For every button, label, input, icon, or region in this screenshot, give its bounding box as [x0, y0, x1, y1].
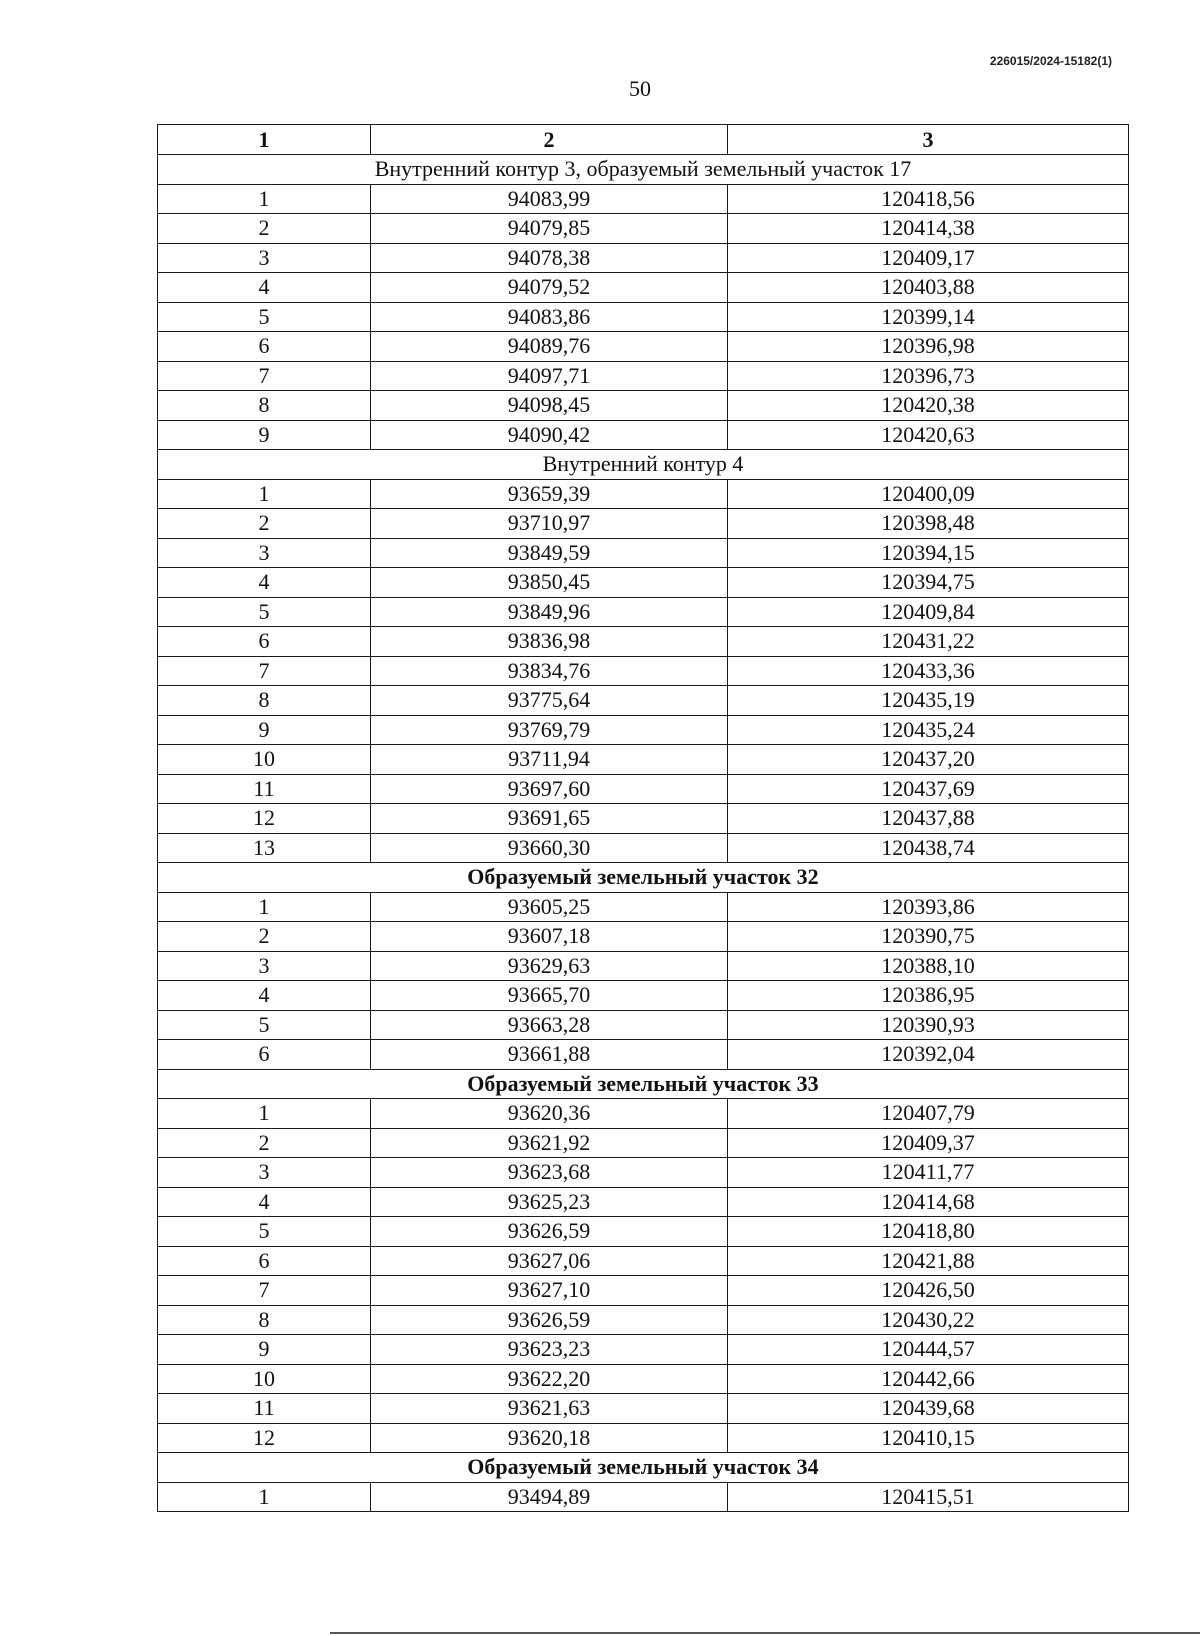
point-number-cell: 2 — [158, 1128, 371, 1158]
x-coordinate-cell: 94079,52 — [371, 273, 728, 303]
section-header-row — [158, 1069, 1129, 1099]
point-number-cell: 3 — [158, 1158, 371, 1188]
x-coordinate-cell: 93836,98 — [371, 627, 728, 657]
table-row — [158, 1305, 1129, 1335]
y-coordinate-cell: 120426,50 — [728, 1276, 1129, 1306]
x-coordinate-cell: 93620,18 — [371, 1423, 728, 1453]
point-number-cell: 10 — [158, 745, 371, 775]
table-row — [158, 1246, 1129, 1276]
y-coordinate-cell: 120394,75 — [728, 568, 1129, 598]
column-header: 1 — [158, 125, 371, 155]
table-row — [158, 1364, 1129, 1394]
y-coordinate-cell: 120400,09 — [728, 479, 1129, 509]
table-row — [158, 1276, 1129, 1306]
page-number: 50 — [629, 76, 651, 101]
point-number-cell: 1 — [158, 184, 371, 214]
x-coordinate-cell: 94083,99 — [371, 184, 728, 214]
point-number-cell: 1 — [158, 479, 371, 509]
y-coordinate-cell: 120392,04 — [728, 1040, 1129, 1070]
point-number-cell: 10 — [158, 1364, 371, 1394]
x-coordinate-cell: 93775,64 — [371, 686, 728, 716]
point-number-cell: 12 — [158, 804, 371, 834]
table-row — [158, 1335, 1129, 1365]
y-coordinate-cell: 120437,88 — [728, 804, 1129, 834]
table-header — [158, 125, 1129, 155]
x-coordinate-cell: 93623,68 — [371, 1158, 728, 1188]
x-coordinate-cell: 94083,86 — [371, 302, 728, 332]
table-row — [158, 391, 1129, 421]
column-header: 3 — [728, 125, 1129, 155]
point-number-cell: 1 — [158, 1099, 371, 1129]
table-row — [158, 922, 1129, 952]
table-row — [158, 1128, 1129, 1158]
x-coordinate-cell: 93659,39 — [371, 479, 728, 509]
y-coordinate-cell: 120414,68 — [728, 1187, 1129, 1217]
x-coordinate-cell: 93849,96 — [371, 597, 728, 627]
header-row — [158, 125, 1129, 155]
x-coordinate-cell: 93697,60 — [371, 774, 728, 804]
point-number-cell: 7 — [158, 656, 371, 686]
y-coordinate-cell: 120444,57 — [728, 1335, 1129, 1365]
y-coordinate-cell: 120398,48 — [728, 509, 1129, 539]
point-number-cell: 4 — [158, 568, 371, 598]
point-number-cell: 8 — [158, 1305, 371, 1335]
point-number-cell: 2 — [158, 922, 371, 952]
table-row — [158, 479, 1129, 509]
y-coordinate-cell: 120433,36 — [728, 656, 1129, 686]
coordinates-table — [157, 124, 1129, 1512]
section-header-row — [158, 863, 1129, 893]
section-title: Внутренний контур 4 — [158, 450, 1129, 480]
x-coordinate-cell: 93626,59 — [371, 1305, 728, 1335]
y-coordinate-cell: 120437,20 — [728, 745, 1129, 775]
x-coordinate-cell: 93691,65 — [371, 804, 728, 834]
y-coordinate-cell: 120409,84 — [728, 597, 1129, 627]
table-row — [158, 686, 1129, 716]
y-coordinate-cell: 120421,88 — [728, 1246, 1129, 1276]
x-coordinate-cell: 94098,45 — [371, 391, 728, 421]
point-number-cell: 7 — [158, 1276, 371, 1306]
x-coordinate-cell: 93850,45 — [371, 568, 728, 598]
x-coordinate-cell: 93769,79 — [371, 715, 728, 745]
table-row — [158, 715, 1129, 745]
table-row — [158, 273, 1129, 303]
point-number-cell: 13 — [158, 833, 371, 863]
point-number-cell: 11 — [158, 1394, 371, 1424]
point-number-cell: 8 — [158, 686, 371, 716]
table-row — [158, 745, 1129, 775]
section-header-row — [158, 450, 1129, 480]
y-coordinate-cell: 120409,17 — [728, 243, 1129, 273]
y-coordinate-cell: 120414,38 — [728, 214, 1129, 244]
point-number-cell: 7 — [158, 361, 371, 391]
point-number-cell: 1 — [158, 1482, 371, 1512]
section-header-row — [158, 155, 1129, 185]
y-coordinate-cell: 120420,38 — [728, 391, 1129, 421]
point-number-cell: 3 — [158, 951, 371, 981]
table-row — [158, 1217, 1129, 1247]
y-coordinate-cell: 120439,68 — [728, 1394, 1129, 1424]
scan-edge-line — [330, 1632, 1200, 1634]
point-number-cell: 4 — [158, 981, 371, 1011]
section-header-row — [158, 1453, 1129, 1483]
x-coordinate-cell: 93627,06 — [371, 1246, 728, 1276]
x-coordinate-cell: 93629,63 — [371, 951, 728, 981]
x-coordinate-cell: 93623,23 — [371, 1335, 728, 1365]
table-row — [158, 332, 1129, 362]
x-coordinate-cell: 93605,25 — [371, 892, 728, 922]
point-number-cell: 9 — [158, 1335, 371, 1365]
point-number-cell: 4 — [158, 1187, 371, 1217]
point-number-cell: 9 — [158, 715, 371, 745]
table-row — [158, 597, 1129, 627]
table-row — [158, 627, 1129, 657]
y-coordinate-cell: 120418,56 — [728, 184, 1129, 214]
y-coordinate-cell: 120442,66 — [728, 1364, 1129, 1394]
table-row — [158, 568, 1129, 598]
table-row — [158, 1010, 1129, 1040]
document-id: 226015/2024-15182(1) — [989, 54, 1112, 68]
y-coordinate-cell: 120396,73 — [728, 361, 1129, 391]
y-coordinate-cell: 120390,93 — [728, 1010, 1129, 1040]
x-coordinate-cell: 93620,36 — [371, 1099, 728, 1129]
point-number-cell: 5 — [158, 302, 371, 332]
section-title: Образуемый земельный участок 33 — [158, 1069, 1129, 1099]
table-row — [158, 302, 1129, 332]
table-row — [158, 804, 1129, 834]
point-number-cell: 3 — [158, 243, 371, 273]
x-coordinate-cell: 93849,59 — [371, 538, 728, 568]
point-number-cell: 6 — [158, 1040, 371, 1070]
table-row — [158, 833, 1129, 863]
table-row — [158, 361, 1129, 391]
table-row — [158, 981, 1129, 1011]
point-number-cell: 9 — [158, 420, 371, 450]
x-coordinate-cell: 93834,76 — [371, 656, 728, 686]
x-coordinate-cell: 93711,94 — [371, 745, 728, 775]
y-coordinate-cell: 120403,88 — [728, 273, 1129, 303]
x-coordinate-cell: 93494,89 — [371, 1482, 728, 1512]
y-coordinate-cell: 120418,80 — [728, 1217, 1129, 1247]
x-coordinate-cell: 93626,59 — [371, 1217, 728, 1247]
point-number-cell: 8 — [158, 391, 371, 421]
table-row — [158, 538, 1129, 568]
y-coordinate-cell: 120411,77 — [728, 1158, 1129, 1188]
y-coordinate-cell: 120393,86 — [728, 892, 1129, 922]
table-row — [158, 656, 1129, 686]
y-coordinate-cell: 120388,10 — [728, 951, 1129, 981]
table-row — [158, 1158, 1129, 1188]
column-header: 2 — [371, 125, 728, 155]
x-coordinate-cell: 94097,71 — [371, 361, 728, 391]
table-row — [158, 214, 1129, 244]
section-title: Образуемый земельный участок 32 — [158, 863, 1129, 893]
y-coordinate-cell: 120438,74 — [728, 833, 1129, 863]
y-coordinate-cell: 120409,37 — [728, 1128, 1129, 1158]
section-title: Образуемый земельный участок 34 — [158, 1453, 1129, 1483]
x-coordinate-cell: 93665,70 — [371, 981, 728, 1011]
y-coordinate-cell: 120437,69 — [728, 774, 1129, 804]
y-coordinate-cell: 120399,14 — [728, 302, 1129, 332]
table-row — [158, 1394, 1129, 1424]
point-number-cell: 3 — [158, 538, 371, 568]
y-coordinate-cell: 120420,63 — [728, 420, 1129, 450]
table-row — [158, 1099, 1129, 1129]
y-coordinate-cell: 120386,95 — [728, 981, 1129, 1011]
x-coordinate-cell: 93621,63 — [371, 1394, 728, 1424]
table-row — [158, 184, 1129, 214]
table-row — [158, 509, 1129, 539]
table-row — [158, 951, 1129, 981]
point-number-cell: 12 — [158, 1423, 371, 1453]
x-coordinate-cell: 93625,23 — [371, 1187, 728, 1217]
section-title: Внутренний контур 3, образуемый земельный участок 17 — [158, 155, 1129, 185]
table-row — [158, 1040, 1129, 1070]
table-row — [158, 892, 1129, 922]
y-coordinate-cell: 120396,98 — [728, 332, 1129, 362]
point-number-cell: 5 — [158, 1010, 371, 1040]
y-coordinate-cell: 120410,15 — [728, 1423, 1129, 1453]
x-coordinate-cell: 93607,18 — [371, 922, 728, 952]
table-body — [158, 155, 1129, 1512]
point-number-cell: 5 — [158, 597, 371, 627]
x-coordinate-cell: 94090,42 — [371, 420, 728, 450]
table-row — [158, 1423, 1129, 1453]
y-coordinate-cell: 120431,22 — [728, 627, 1129, 657]
x-coordinate-cell: 93663,28 — [371, 1010, 728, 1040]
point-number-cell: 6 — [158, 1246, 371, 1276]
y-coordinate-cell: 120415,51 — [728, 1482, 1129, 1512]
x-coordinate-cell: 93710,97 — [371, 509, 728, 539]
table-row — [158, 774, 1129, 804]
point-number-cell: 2 — [158, 214, 371, 244]
point-number-cell: 5 — [158, 1217, 371, 1247]
table-row — [158, 420, 1129, 450]
y-coordinate-cell: 120394,15 — [728, 538, 1129, 568]
point-number-cell: 1 — [158, 892, 371, 922]
x-coordinate-cell: 93627,10 — [371, 1276, 728, 1306]
point-number-cell: 6 — [158, 332, 371, 362]
y-coordinate-cell: 120407,79 — [728, 1099, 1129, 1129]
point-number-cell: 11 — [158, 774, 371, 804]
table-row — [158, 243, 1129, 273]
point-number-cell: 6 — [158, 627, 371, 657]
table-row — [158, 1482, 1129, 1512]
point-number-cell: 2 — [158, 509, 371, 539]
x-coordinate-cell: 93661,88 — [371, 1040, 728, 1070]
y-coordinate-cell: 120435,24 — [728, 715, 1129, 745]
x-coordinate-cell: 94079,85 — [371, 214, 728, 244]
x-coordinate-cell: 93660,30 — [371, 833, 728, 863]
y-coordinate-cell: 120390,75 — [728, 922, 1129, 952]
x-coordinate-cell: 94078,38 — [371, 243, 728, 273]
x-coordinate-cell: 93621,92 — [371, 1128, 728, 1158]
y-coordinate-cell: 120435,19 — [728, 686, 1129, 716]
x-coordinate-cell: 93622,20 — [371, 1364, 728, 1394]
y-coordinate-cell: 120430,22 — [728, 1305, 1129, 1335]
table-row — [158, 1187, 1129, 1217]
point-number-cell: 4 — [158, 273, 371, 303]
x-coordinate-cell: 94089,76 — [371, 332, 728, 362]
